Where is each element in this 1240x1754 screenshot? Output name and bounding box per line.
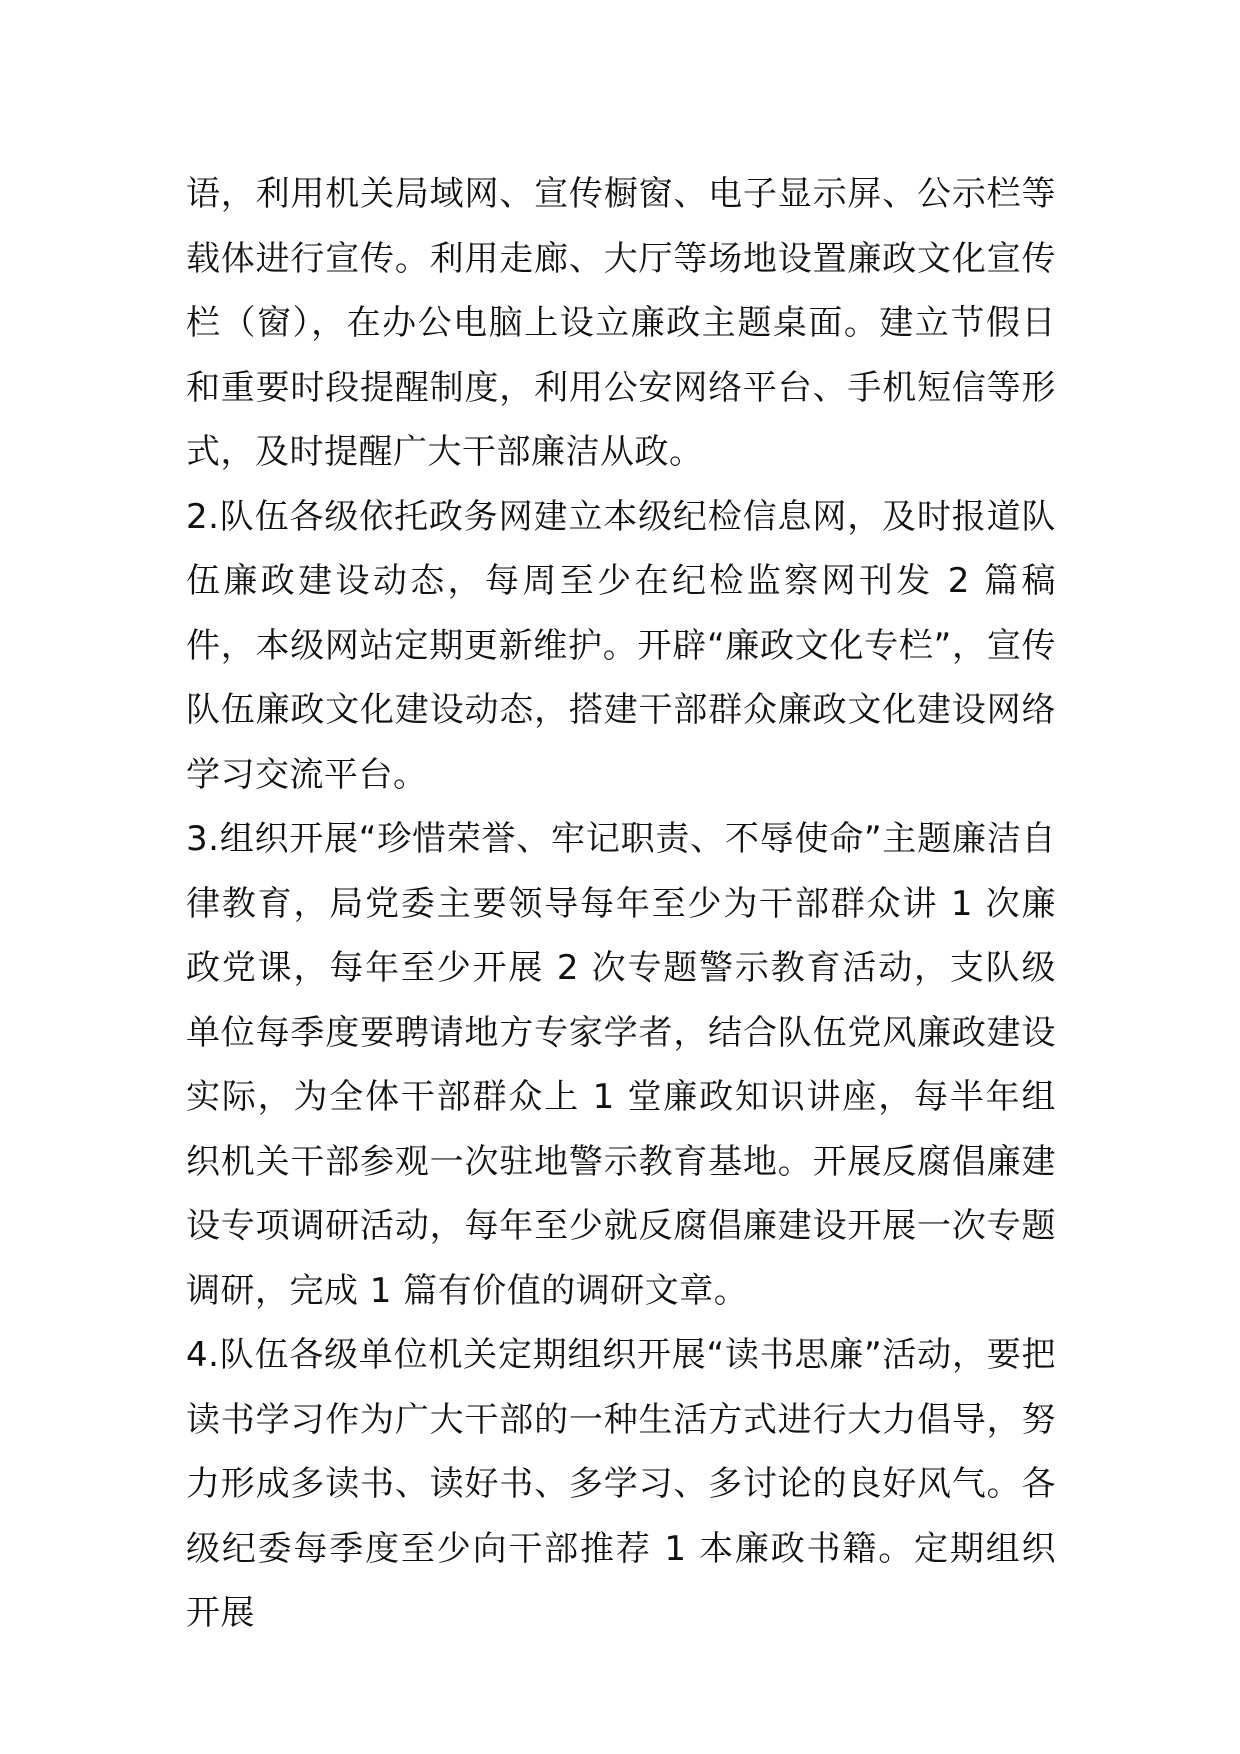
paragraph-item-2: 2.队伍各级依托政务网建立本级纪检信息网，及时报道队伍廉政建设动态，每周至少在纪检监察网刊发 2 篇稿件，本级网站定期更新维护。开辟“廉政文化专栏”，宣传队伍廉政文化建设动态，搭建干部群众廉政文化建设网络学习交流平台。 — [186, 496, 1056, 795]
paragraph-item-4: 4.队伍各级单位机关定期组织开展“读书思廉”活动，要把读书学习作为广大干部的一种生活方式进行大力倡导，努力形成多读书、读好书、多学习、多讨论的良好风气。各级纪委每季度至少向干部推荐 1 本廉政书籍。定期组织开展 — [186, 1335, 1056, 1633]
body-text — [186, 162, 1056, 1646]
paragraph-continuation: 语，利用机关局域网、宣传橱窗、电子显示屏、公示栏等载体进行宣传。利用走廊、大厅等场地设置廉政文化宣传栏（窗），在办公电脑上设立廉政主题桌面。建立节假日和重要时段提醒制度，利用公安网络平台、手机短信等形式，及时提醒广大干部廉洁从政。 — [186, 174, 1056, 472]
paragraph-item-3: 3.组织开展“珍惜荣誉、牢记职责、不辱使命”主题廉洁自律教育，局党委主要领导每年至少为干部群众讲 1 次廉政党课，每年至少开展 2 次专题警示教育活动，支队级单位每季度要聘请地方专家学者，结合队伍党风廉政建设实际，为全体干部群众上 1 堂廉政知识讲座，每半年组织机关干部参观一次驻地警示教育基地。开展反腐倡廉建设专项调研活动，每年至少就反腐倡廉建设开展一次专题调研，完成 1 篇有价值的调研文章。 — [186, 819, 1056, 1311]
